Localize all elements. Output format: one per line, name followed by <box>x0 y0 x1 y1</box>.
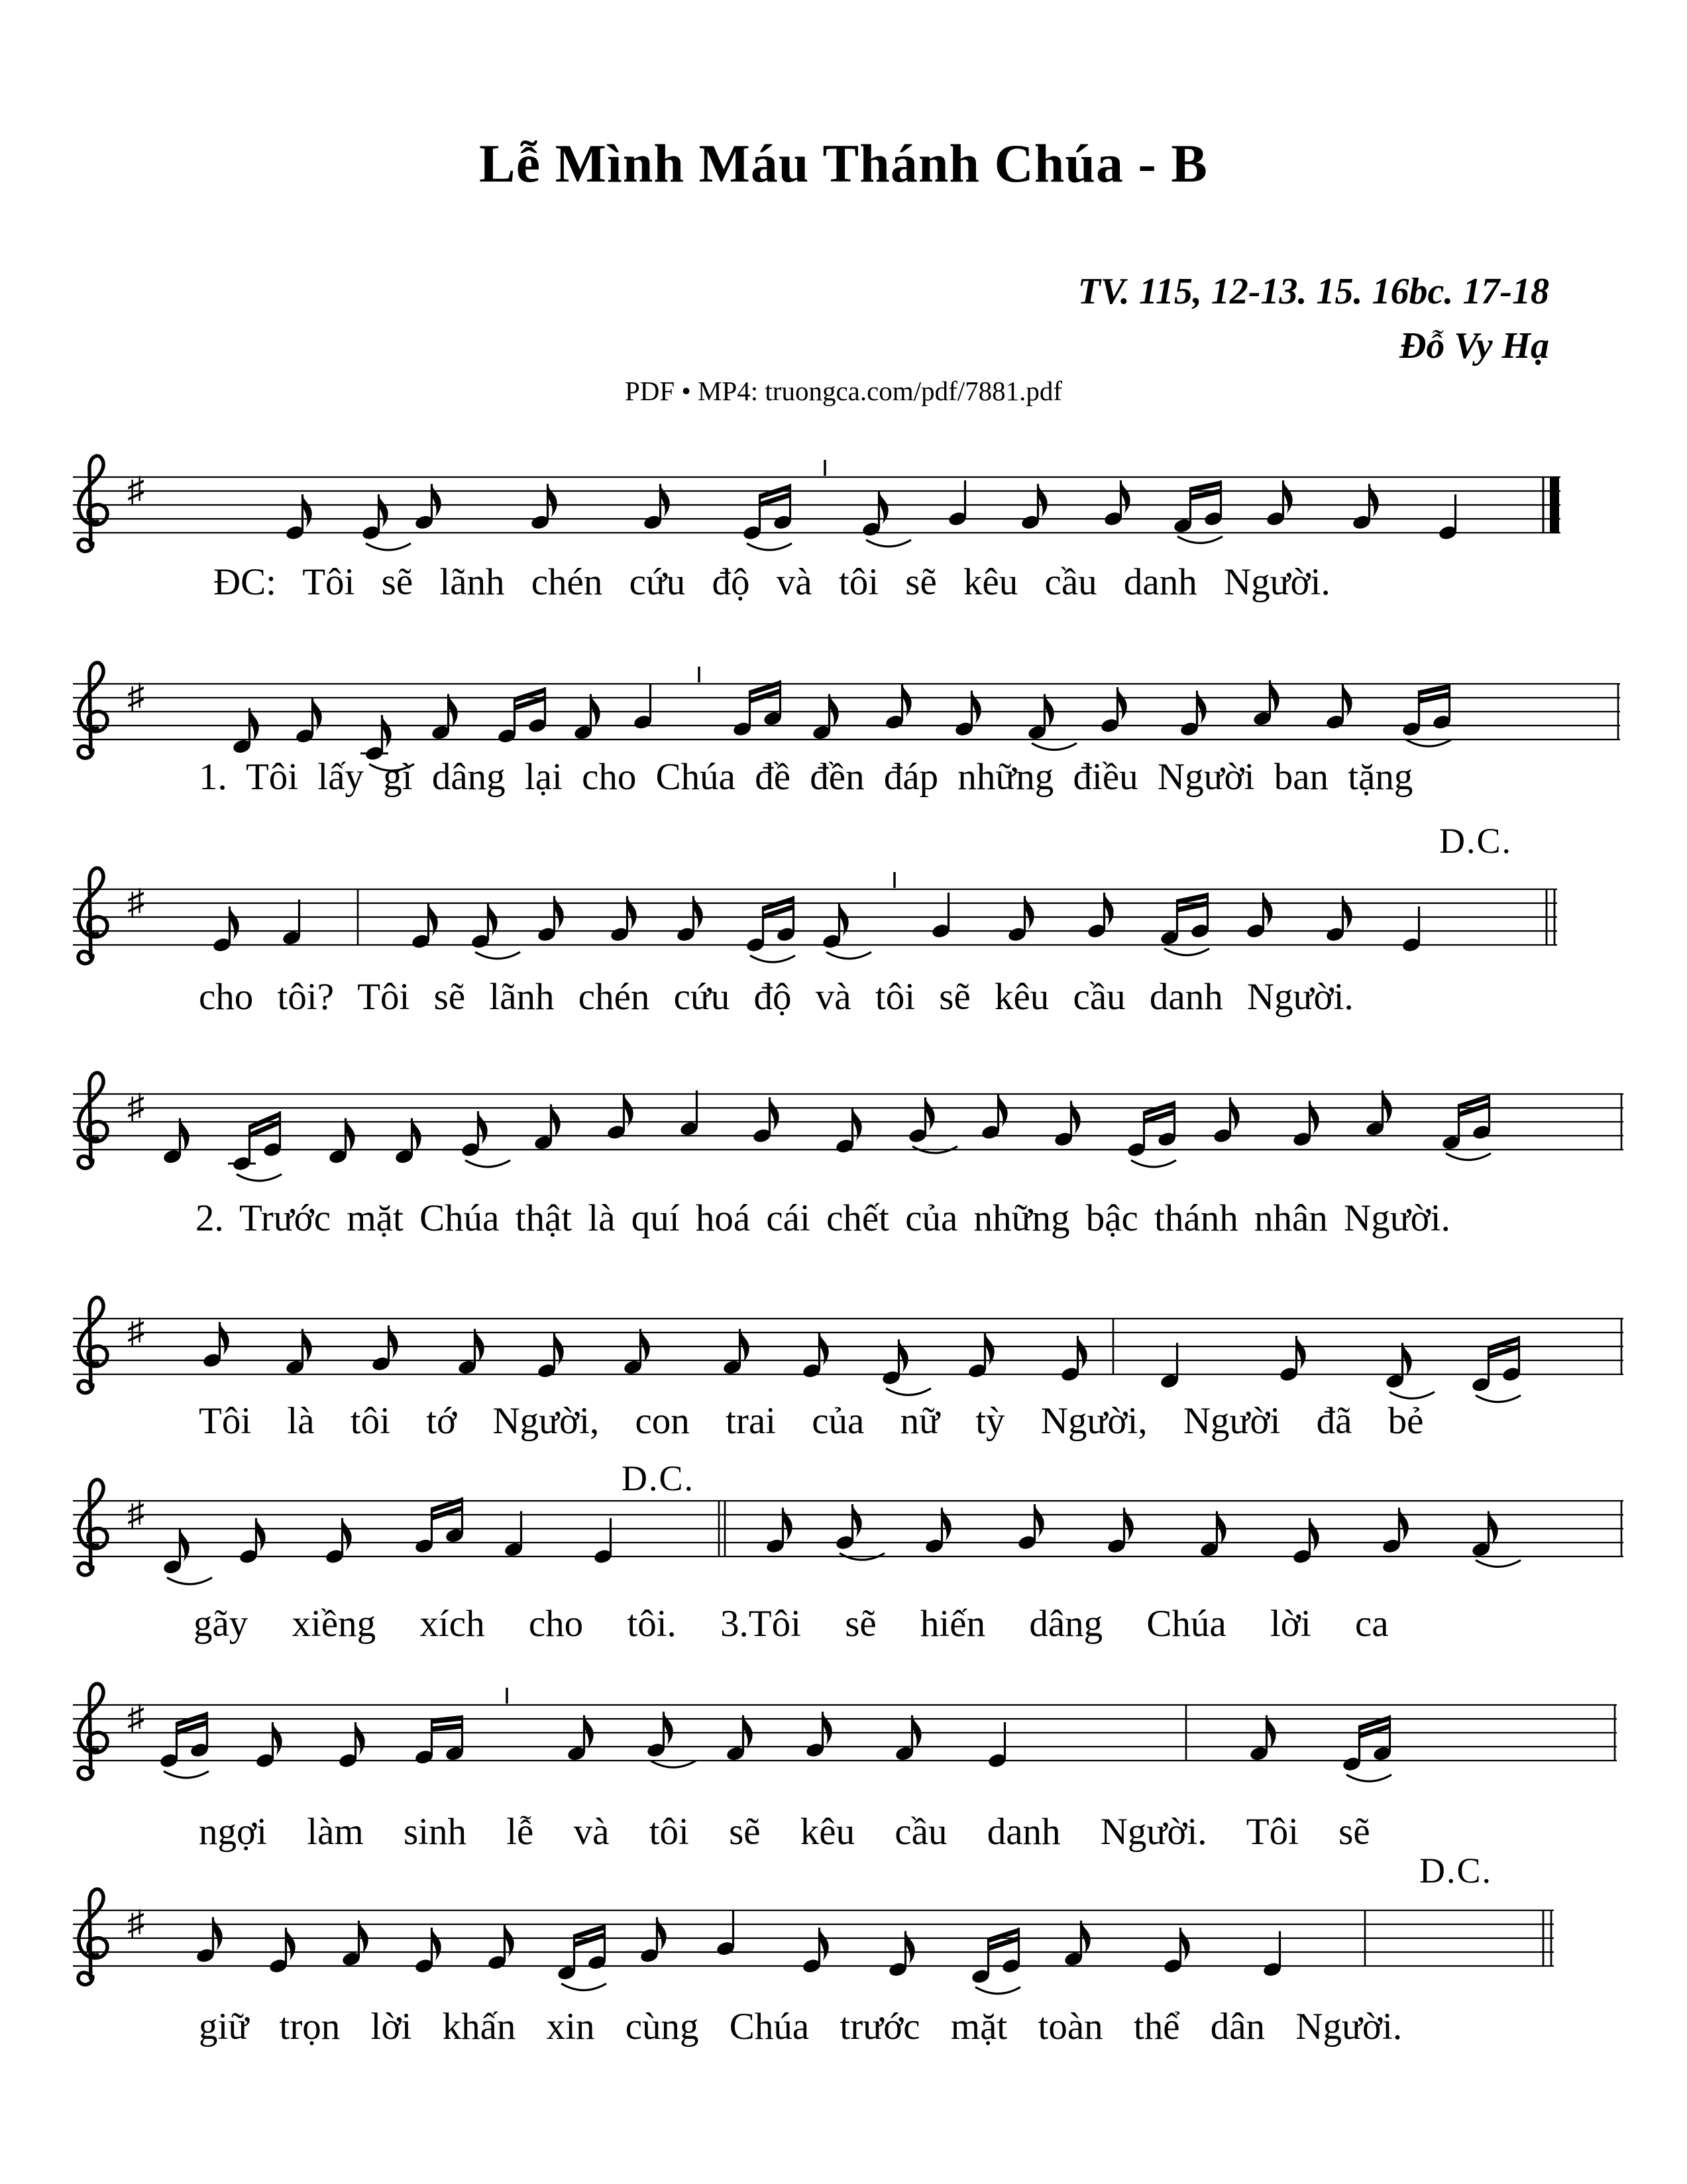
note <box>159 1712 209 1778</box>
note <box>726 1716 753 1763</box>
note <box>1342 1716 1392 1782</box>
note <box>742 484 792 550</box>
key-signature-sharp: ♯ <box>127 1904 144 1942</box>
note <box>1103 480 1130 527</box>
staff-lines <box>73 1910 1554 1966</box>
music-staff <box>73 1653 1617 1798</box>
note <box>1087 893 1114 940</box>
note <box>557 1924 607 1991</box>
note <box>931 893 951 940</box>
treble-clef-icon <box>78 1889 107 1985</box>
note <box>1017 1504 1044 1551</box>
note <box>1266 480 1293 527</box>
note <box>812 694 839 741</box>
note <box>593 1518 613 1565</box>
note <box>885 684 912 731</box>
key-signature-sharp: ♯ <box>127 678 144 716</box>
music-staff <box>73 1042 1623 1187</box>
note <box>202 1322 229 1369</box>
note <box>646 1712 696 1767</box>
treble-clef-icon <box>78 1684 107 1779</box>
note <box>981 1094 1008 1141</box>
note <box>162 1119 190 1166</box>
note <box>285 494 312 541</box>
key-signature-sharp: ♯ <box>127 1495 144 1533</box>
staff-lines <box>73 477 1560 533</box>
note <box>1160 893 1210 956</box>
note <box>1279 1336 1306 1383</box>
note <box>908 1097 957 1153</box>
note <box>394 1119 421 1166</box>
note <box>431 694 458 741</box>
note <box>1027 694 1077 750</box>
note <box>1213 1097 1240 1144</box>
note <box>411 903 438 950</box>
dc-marking: D.C. <box>1419 1851 1493 1890</box>
dc-marking: D.C. <box>622 1458 695 1498</box>
note <box>268 1928 296 1975</box>
key-signature-sharp: ♯ <box>127 1699 144 1737</box>
note <box>487 1924 514 1971</box>
note <box>802 1333 829 1380</box>
note <box>1246 893 1273 940</box>
key-signature-sharp: ♯ <box>127 1313 144 1350</box>
note <box>497 687 547 744</box>
note <box>606 1094 633 1141</box>
key-signature-sharp: ♯ <box>127 1088 144 1126</box>
note <box>328 1119 355 1166</box>
treble-clef-icon <box>78 1073 107 1168</box>
page-title: Lễ Mình Máu Thánh Chúa - B <box>479 133 1208 193</box>
note <box>967 1333 995 1380</box>
note <box>835 1504 885 1560</box>
note <box>414 1498 464 1555</box>
music-staff <box>73 1859 1554 2003</box>
lyrics-line-verse2b: Tôi là tôi tớ Người, con trai của nữ tỳ Người, Người đã bẻ <box>199 1400 1424 1442</box>
note <box>295 698 322 745</box>
note <box>835 1108 862 1155</box>
note <box>948 480 967 527</box>
note <box>1160 1343 1179 1390</box>
pdf-link-line: PDF • MP4: truongca.com/pdf/7881.pdf <box>624 376 1063 406</box>
note <box>802 1928 829 1975</box>
note <box>537 1333 564 1380</box>
lyrics-line-verse1b: cho tôi? Tôi sẽ lãnh chén cứu độ và tôi sẽ kêu cầu danh Người. <box>199 976 1354 1018</box>
note <box>1325 684 1352 731</box>
note <box>212 906 239 954</box>
note <box>1100 687 1127 734</box>
lyrics-line-refrain: ĐC: Tôi sẽ lãnh chén cứu độ và tôi sẽ kêu cầu danh Người. <box>213 561 1331 603</box>
note <box>623 1329 650 1376</box>
note <box>1401 684 1452 747</box>
lyrics-line-verse3b: ngợi làm sinh lễ và tôi sẽ kêu cầu danh Người. Tôi sẽ <box>199 1811 1370 1853</box>
lyrics-line-verse3: gãy xiềng xích cho tôi. 3.Tôi sẽ hiến dâng Chúa lời ca <box>193 1603 1389 1645</box>
treble-clef-icon <box>78 1480 107 1575</box>
lyrics-line-verse3c: giữ trọn lời khấn xin cùng Chúa trước mặt toàn thể dân Người. <box>199 2006 1403 2048</box>
note <box>1385 1343 1435 1399</box>
music-staff <box>73 838 1557 982</box>
note <box>722 1329 749 1376</box>
note <box>414 1928 441 1975</box>
note <box>282 900 301 947</box>
note <box>716 1910 735 1957</box>
note <box>341 1921 368 1968</box>
note <box>461 1111 510 1167</box>
note <box>1199 1511 1226 1558</box>
treble-clef-icon <box>78 663 107 758</box>
note <box>255 1722 282 1769</box>
note <box>1063 1921 1091 1968</box>
treble-clef-icon <box>78 456 107 551</box>
note <box>1173 480 1223 543</box>
note <box>457 1329 484 1376</box>
note <box>633 684 653 731</box>
note <box>745 896 796 962</box>
music-staff <box>73 1449 1623 1594</box>
treble-clef-icon <box>78 1297 107 1393</box>
music-staff <box>73 425 1560 570</box>
note <box>232 708 259 755</box>
note <box>732 681 783 737</box>
note <box>1365 1091 1392 1138</box>
note <box>325 1518 352 1565</box>
note <box>895 1716 922 1763</box>
composer-name: Đỗ Vy Hạ <box>1399 325 1549 366</box>
lyrics-line-verse1: 1. Tôi lấy gì dâng lại cho Chúa đề đền đáp những điều Người ban tặng <box>199 756 1413 798</box>
note <box>414 1716 464 1766</box>
note <box>361 494 411 550</box>
note <box>1252 681 1279 728</box>
note <box>1438 494 1458 541</box>
note <box>881 1339 931 1395</box>
note <box>338 1722 365 1769</box>
lyrics-line-verse2: 2. Trước mặt Chúa thật là quí hoá cái chết của những bậc thánh nhân Người. <box>195 1197 1450 1239</box>
note <box>573 694 600 741</box>
psalm-reference: TV. 115, 12-13. 15. 16bc. 17-18 <box>1077 271 1549 312</box>
note <box>1060 1336 1087 1383</box>
music-staff <box>73 1267 1623 1411</box>
note <box>533 1105 561 1152</box>
note <box>752 1097 779 1144</box>
treble-clef-icon <box>78 868 107 963</box>
dc-marking: D.C. <box>1439 821 1513 861</box>
note <box>1401 906 1421 954</box>
note <box>504 1511 523 1558</box>
note <box>1249 1716 1276 1763</box>
note <box>987 1722 1007 1769</box>
note <box>1292 1518 1319 1565</box>
note <box>1471 1511 1521 1567</box>
key-signature-sharp: ♯ <box>127 471 144 509</box>
key-signature-sharp: ♯ <box>127 883 144 921</box>
note <box>285 1329 312 1376</box>
note <box>1163 1928 1190 1975</box>
note <box>567 1716 594 1763</box>
note <box>679 1091 699 1138</box>
note <box>239 1518 266 1565</box>
note <box>1126 1101 1177 1167</box>
